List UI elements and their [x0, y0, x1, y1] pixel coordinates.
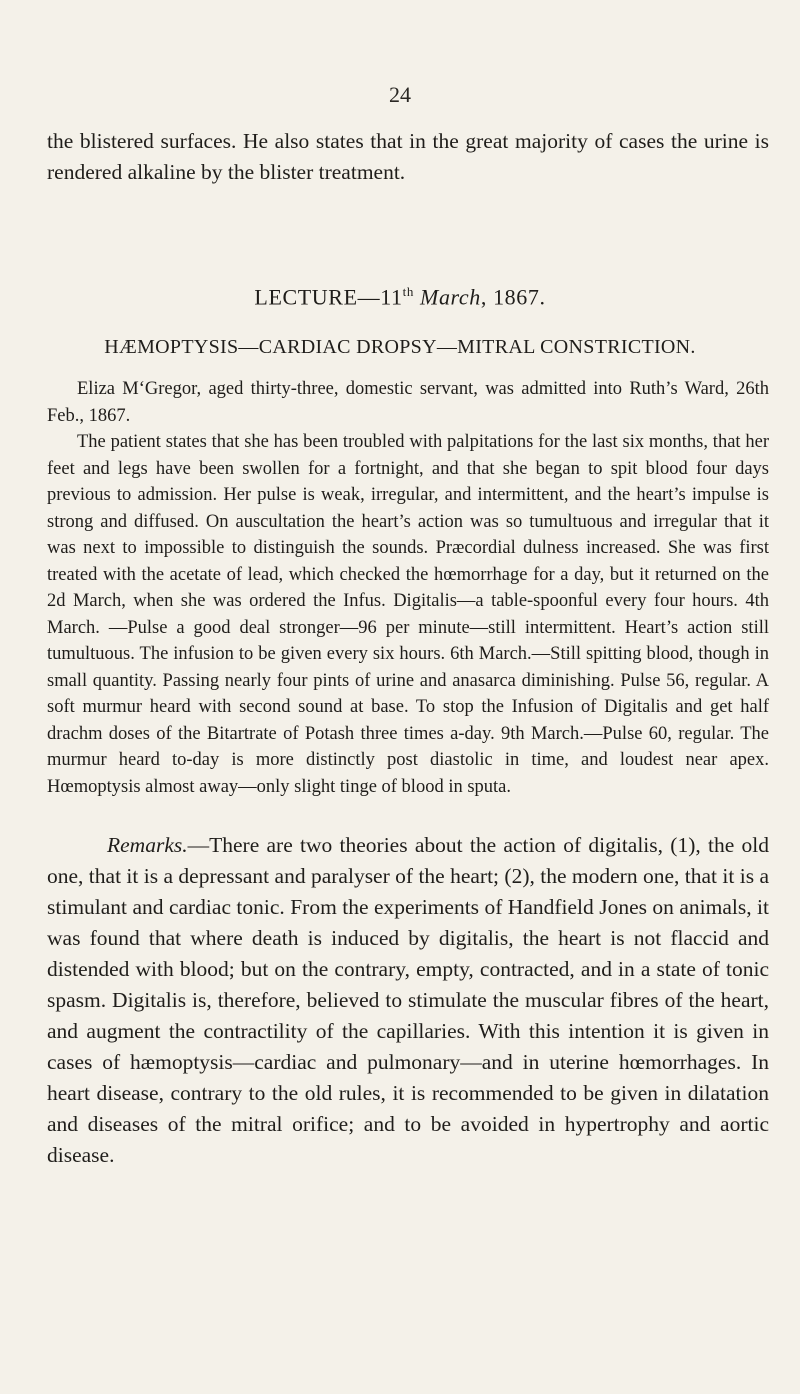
remarks-text: —There are two theories about the action of digitalis, (1), the old one, that it is a depressant and paralyser of the heart; (2), the modern one, that it is a stimulant and cardiac tonic. From the experiments of Handfield Jones on animals, it was found that where death is induced by digitalis, the heart is not flaccid and distended with blood; but on the contrary, empty, contracted, and in a state of tonic spasm. Digitalis is, therefore, believed to stimulate the muscular fibres of the heart, and augment the contractility of the capillaries. With this intention it is given in cases of hæmoptysis—cardiac and pulmonary—and in uterine hœmorrhages. In heart disease, contrary to the old rules, it is recommended to be given in dilatation and diseases of the mitral orifice; and to be avoided in hypertrophy and aortic disease. [47, 833, 769, 1167]
case-report [47, 376, 769, 800]
subject-heading: HÆMOPTYSIS—CARDIAC DROPSY—MITRAL CONSTRICTION. [104, 336, 696, 358]
remarks-section [47, 830, 769, 1171]
lecture-month: March [420, 284, 481, 310]
lecture-prefix: LECTURE—11 [254, 284, 403, 310]
case-paragraph-history: The patient states that she has been troubled with palpitations for the last six months, that her feet and legs have been swollen for a fortnight, and that she began to spit blood four days previous to admission. Her pulse is weak, irregular, and intermittent, and the heart’s impulse is strong and diffused. On auscultation the heart’s action was so tumultuous and irregular that it was next to impossible to distinguish the sounds. Præcordial dulness increased. She was first treated with the acetate of lead, which checked the hœmorrhage for a day, but it returned on the 2d March, when she was ordered the Infus. Digitalis—a table-spoonful every four hours. 4th March. —Pulse a good deal stronger—96 per minute—still intermittent. Heart’s action still tumultuous. The infusion to be given every six hours. 6th March.—Still spitting blood, though in small quantity. Passing nearly four pints of urine and anasarca diminishing. Pulse 56, regular. A soft murmur heard with second sound at base. To stop the Infusion of Digitalis and get half drachm doses of the Bitartrate of Potash three times a-day. 9th March.—Pulse 60, regular. The murmur heard to-day is more distinctly post diastolic in time, and loudest near apex. Hœmoptysis almost away—only slight tinge of blood in sputa. [47, 432, 769, 797]
lecture-heading [0, 284, 800, 310]
page-number: 24 [389, 82, 411, 107]
continuation-paragraph: the blistered surfaces. He also states that in the great majority of cases the urine is rendered alkaline by the blister treatment. [47, 129, 769, 184]
case-paragraph-admission: Eliza M‘Gregor, aged thirty-three, domestic servant, was admitted into Ruth’s Ward, 26th Feb., 1867. [47, 379, 769, 426]
remarks-paragraph [47, 830, 769, 1171]
lecture-ordinal-suffix: th [402, 284, 414, 299]
lecture-year: , 1867. [480, 284, 546, 310]
remarks-label: Remarks. [107, 833, 188, 857]
